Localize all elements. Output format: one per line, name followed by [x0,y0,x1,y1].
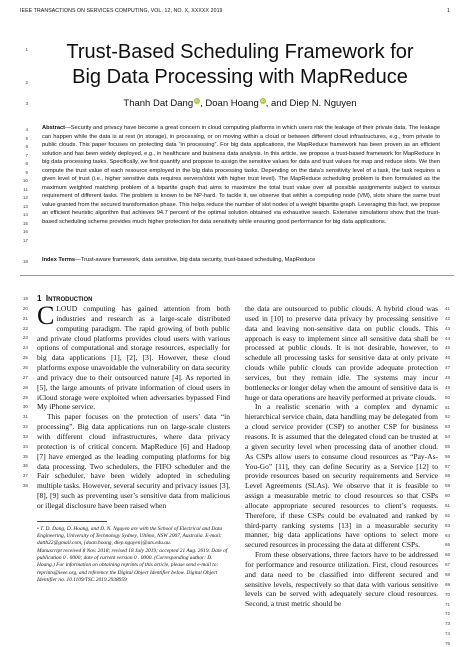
line-number: 75 [445,640,451,646]
line-number: 7 [25,153,28,158]
line-number: 54 [445,434,451,440]
line-number: 48 [445,374,451,380]
line-number: 13 [22,204,28,209]
line-number: 57 [445,463,451,469]
paper-title-line-2: Big Data Processing with MapReduce [72,66,408,88]
paragraph: From these observations, three factors have to be addressed for performance and resource utilization. First, cloud resources and data need to be classified into different secured and sensitive levels, respectively so that data with various sensitive levels can be served with adequately secure cloud resources. Second, a trust metric should be [245,550,438,609]
line-number: 68 [445,571,451,577]
line-number: 8 [25,161,28,166]
line-number: 14 [22,212,28,217]
paragraph: In a realistic scenario with a complex and dynamic hierarchical service chain, data handling may be delegated from a cloud service provider (CSP) to another CSP for business reasons. It is assumed that the delegated cloud can be trusted at a given security level when processing data of another cloud. As CSPs allow users to consume cloud resources as “Pay-As-You-Go” [11], they can define Security as a Service [12] to provide resources based on security requirements and Service Level Agreements (SLAs). We observe that it is feasible to assign a measurable metric to cloud resources so that CSPs allocate appropriate secured resources to client’s requests. Therefore, if these CSPs could be evaluated and ranked by third-party ranking systems [13] in a measurable security manner, big data applications have options to select more secured resources in processing the data at different CSPs. [245,402,438,550]
line-number: 29 [22,394,28,400]
left-column [37,301,230,511]
running-head: IEEE TRANSACTIONS ON SERVICES COMPUTING, VOL. 12, NO. X, XXXXX 2019 [20,8,223,14]
line-number: 38 [22,483,28,489]
paragraph: the data are outsourced to public clouds. A hybrid cloud was used in [10] to preserve data privacy by processing sensitive data and leaving non-sensitive data on public clouds. This approach is easy to implement since all sensitive data shall be processed at public clouds. It is not desirable, however, to schedule all processing tasks for sensitive data at only private clouds while public clouds can provide adequate protection services, but they remain idle. The systems may incur bottlenecks or longer delay when the amount of sensitive data is huge or data operations are heavily performed at private clouds. [245,304,438,402]
line-number: 19 [22,296,28,301]
paragraph-text: LOUD computing has gained attention from both industries and research as a large-scale distributed computing paradigm. The rapid growing of both public and private cloud platforms provides cloud users with various options of computational and storage resources, especially for big data applications [1], [2], [3]. However, these cloud platforms expose unavoidable the vulnerability on data security and privacy due to their outsourced nature [4]. As reported in [5], the large amounts of private information of cloud users in iCloud storage were exploited when adversaries bypassed Find My iPhone service. [37,304,230,412]
footnote-text: T. D. Dang, D. Hoang, and D. N. Nguyen are with the School of Electrical and Data Engineering, University of Technology Sydney, Ultimo, NSW 2007, Australia. E-mail: datth22@gmail.com, {doan.hoang, diep.nguyen}@uts.edu.au. [37,526,223,547]
line-number: 70 [445,591,451,597]
line-number: 21 [22,315,28,321]
line-number: 41 [445,306,451,311]
index-terms-text: —Trust-aware framework, data sensitive, big data security, trust-based scheduling, MapReduce [75,257,316,263]
line-number: 20 [22,305,28,311]
line-number: 52 [445,414,451,420]
line-number: 36 [22,463,28,469]
line-number: 31 [22,414,28,420]
line-number: 11 [23,187,28,192]
line-number: 56 [445,453,451,459]
index-terms-label: Index Terms [42,257,76,263]
line-number: 71 [445,601,451,607]
section-number: 1 [37,294,42,303]
line-number: 17 [22,238,28,243]
line-number: 18 [22,259,28,264]
line-number: 46 [445,355,451,361]
line-number: 9 [25,170,28,175]
author-name: , Doan Hoang [200,98,259,110]
paper-title-line-1: Trust-Based Scheduling Framework for [66,41,414,63]
line-number: 37 [22,473,28,479]
line-number: 69 [445,581,451,587]
line-number: 49 [445,384,451,390]
line-number: 23 [22,335,28,341]
line-number: 63 [445,522,451,528]
line-number: 6 [25,144,28,149]
line-number: 16 [22,229,28,234]
line-number: 73 [445,621,451,627]
paragraph [37,301,230,412]
line-number: 53 [445,424,451,430]
page-number: 1 [447,8,450,14]
orcid-icon[interactable]: iD [195,98,200,103]
line-number: 15 [22,221,28,226]
line-number: 66 [445,552,451,558]
footnotes [37,526,230,585]
author-name: Thanh Dat Dang [123,98,194,110]
line-number: 3 [25,101,28,106]
line-number: 25 [22,355,28,361]
line-number: 59 [445,483,451,489]
line-number: 50 [445,394,451,400]
line-number: 30 [22,404,28,410]
bullet-icon: • [37,526,41,532]
line-number: 64 [445,532,451,538]
line-number: 60 [445,493,451,499]
line-number: 27 [22,374,28,380]
line-number: 42 [445,315,451,321]
line-number: 35 [22,453,28,459]
line-number: 43 [445,325,451,331]
divider [20,275,454,276]
line-number: 44 [445,335,451,341]
line-number: 58 [445,473,451,479]
right-column [245,304,438,609]
line-number: 12 [22,195,28,200]
line-number: 65 [445,542,451,548]
orcid-icon[interactable]: iD [260,98,265,103]
line-number: 74 [445,631,451,637]
line-number: 22 [22,325,28,331]
footnote-affiliation [37,526,230,547]
abstract-label: Abstract [42,125,66,131]
line-number: 5 [25,136,28,141]
drop-cap: C [37,301,55,330]
line-number: 1 [25,47,28,52]
line-number: 55 [445,443,451,449]
line-number: 61 [445,503,451,508]
abstract [42,124,440,226]
author-name: , and Diep N. Nguyen [265,98,357,110]
section-title: Introduction [45,294,93,303]
abstract-text: —Security and privacy have become a great concern in cloud computing platforms in which users risk the leakage of their private data. The leakage can happen while the data is at rest (in storage), in processing, or on moving within a cloud or between different cloud infrastructures, e.g., from private to public clouds. This paper focuses on protecting data “in processing”. For big data applications, the MapReduce framework has been proven as an efficient solution and has been widely deployed, e.g., in healthcare and business data analysis. In this article, we propose a trust-based framework for MapReduce in big data processing tasks. Specifically, we first quantify and propose to assign the sensitive values for data and trust values for map and reduce slots. We then compute the trust value of each resource employed in the big data processing tasks. Depending on the data’s sensitivity level of a task, the task requires a given level of trust (i.e., higher sensitive data requires servers/slots with higher trust level). The MapReduce scheduling problem is then formulated as the maximum weighted matching problem of a bipartite graph that aims to maximize the total trust value over all possible assignments subject to various requirement of different tasks. The problem is known to be NP-hard. To tackle it, we observe that within a computing node (VM), slots share the same trust value granted from the secured transformation phase. This helps reduce the number of slot nodes of a weight bipartite graph. Leveraging this fact, we propose an efficient heuristic algorithm that achieves 94.7 percent of the optimal solution obtained via exhaustive search. Extensive simulations show that the trust-based scheduling scheme provides much higher protection for data sensitivity while ensuring good performance for big data applications. [42,125,440,225]
line-number: 4 [25,127,28,132]
line-number: 2 [25,80,28,85]
line-number: 72 [445,611,451,617]
line-number: 10 [22,178,28,183]
index-terms [42,256,440,265]
line-number: 51 [445,404,451,410]
line-number: 28 [22,384,28,390]
line-number: 24 [22,345,28,351]
footnote-rule [37,521,107,522]
line-number: 33 [22,433,28,439]
line-number: 62 [445,512,451,518]
line-number: 34 [22,443,28,449]
footnote-manuscript: Manuscript received 8 Nov. 2018; revised 18 July 2019; accepted 21 Aug. 2019. Date of publication 0 . 0000; date of current version 0 . 0000. (Corresponding author: D. Hoang.) For information on obtaining reprints of this article, please send e-mail to: reprints@ieee.org, and reference the Digital Object Identifier below. Digital Object Identifier no. 10.1109/TSC.2019.2938959 [37,548,228,583]
line-number: 67 [445,562,451,568]
line-number: 45 [445,345,451,351]
line-number: 47 [445,365,451,371]
line-number: 26 [22,364,28,370]
paragraph: This paper focuses on the protection of users’ data “in processing”. Big data applications run on large-scale clusters with different cloud infrastructures, where data privacy protection is of critical concern. MapReduce [6] and Hadoop [7] have emerged as the leading computing platforms for big data processing. Two schedulers, the FIFO scheduler and the Fair scheduler, have been widely adopted in scheduling multiple tasks. However, several security and privacy issues [3], [8], [9] such as preventing user’s sensitive data from malicious or illegal disclosure have been raised when [37,412,230,510]
author-list [40,98,440,109]
line-number: 32 [22,424,28,430]
